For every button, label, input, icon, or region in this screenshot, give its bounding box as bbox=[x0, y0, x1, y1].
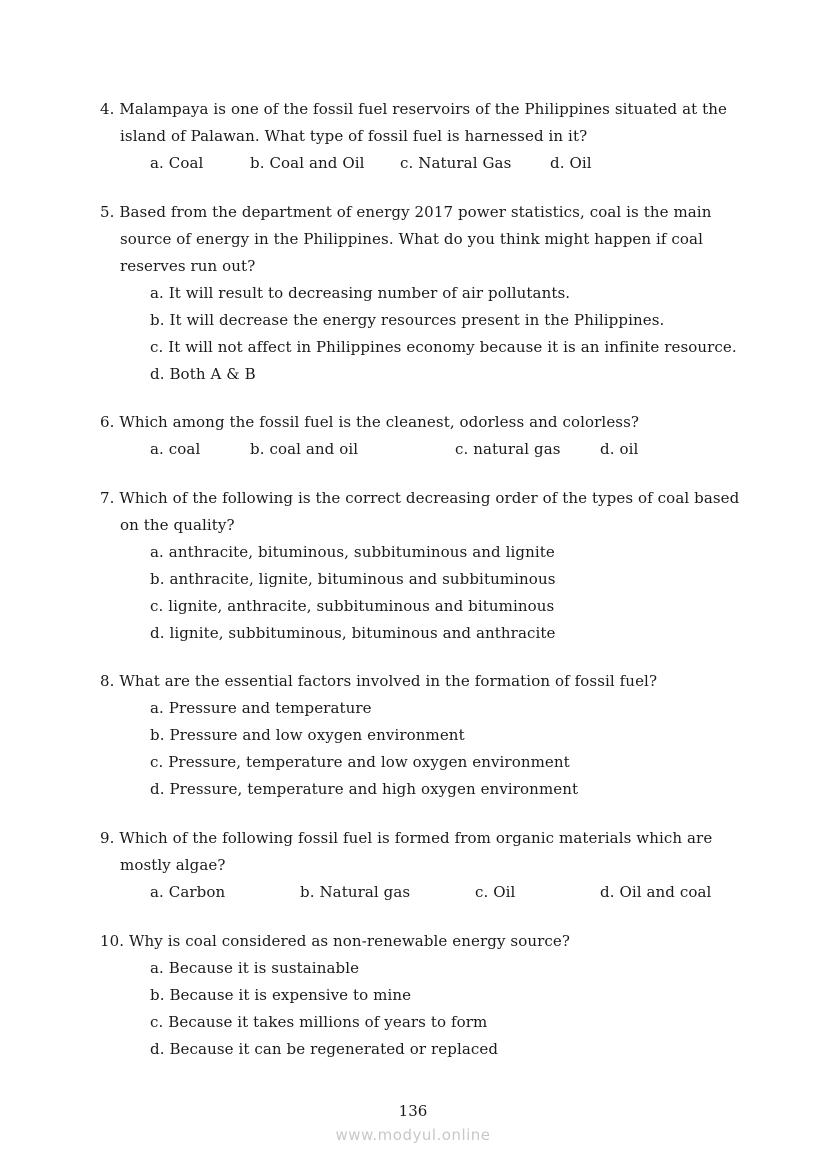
answer-choice: d. Oil and coal bbox=[600, 883, 712, 901]
question-stem-line: 10. Why is coal considered as non-renewable energy source? bbox=[100, 932, 570, 950]
answer-choice: d. oil bbox=[600, 440, 639, 458]
answer-choice: b. It will decrease the energy resources present in the Philippines. bbox=[150, 311, 665, 329]
answer-choice: b. coal and oil bbox=[250, 440, 359, 458]
question-stem-line: 8. What are the essential factors involved in the formation of fossil fuel? bbox=[100, 672, 658, 690]
question-stem-line: island of Palawan. What type of fossil fuel is harnessed in it? bbox=[120, 127, 588, 145]
answer-choice: b. anthracite, lignite, bituminous and subbituminous bbox=[150, 570, 556, 588]
watermark: www.modyul.online bbox=[335, 1126, 491, 1144]
page-number: 136 bbox=[398, 1102, 428, 1120]
question-stem-line: on the quality? bbox=[120, 516, 235, 534]
question-stem-line: mostly algae? bbox=[120, 856, 226, 874]
answer-choice: b. Coal and Oil bbox=[250, 154, 365, 172]
question-stem-line: source of energy in the Philippines. What do you think might happen if coal bbox=[120, 230, 703, 248]
answer-choice: c. Pressure, temperature and low oxygen environment bbox=[150, 753, 570, 771]
answer-choice: c. natural gas bbox=[455, 440, 561, 458]
answer-choice: b. Because it is expensive to mine bbox=[150, 986, 412, 1004]
answer-choice: d. Oil bbox=[550, 154, 592, 172]
answer-choice: a. It will result to decreasing number of air pollutants. bbox=[150, 284, 571, 302]
answer-choice: d. Both A & B bbox=[150, 365, 256, 383]
answer-choice: c. Oil bbox=[475, 883, 516, 901]
answer-choice: a. coal bbox=[150, 440, 201, 458]
question-stem-line: 9. Which of the following fossil fuel is formed from organic materials which are bbox=[100, 829, 713, 847]
answer-choice: c. Natural Gas bbox=[400, 154, 512, 172]
answer-choice: a. Pressure and temperature bbox=[150, 699, 372, 717]
question-stem-line: 6. Which among the fossil fuel is the cleanest, odorless and colorless? bbox=[100, 413, 640, 431]
question-stem-line: 4. Malampaya is one of the fossil fuel reservoirs of the Philippines situated at the bbox=[100, 100, 728, 118]
answer-choice: c. lignite, anthracite, subbituminous and bituminous bbox=[150, 597, 555, 615]
answer-choice: a. Coal bbox=[150, 154, 204, 172]
answer-choice: d. lignite, subbituminous, bituminous and anthracite bbox=[150, 624, 556, 642]
answer-choice: c. Because it takes millions of years to form bbox=[150, 1013, 488, 1031]
answer-choice: b. Natural gas bbox=[300, 883, 411, 901]
question-stem-line: reserves run out? bbox=[120, 257, 256, 275]
answer-choice: b. Pressure and low oxygen environment bbox=[150, 726, 465, 744]
answer-choice: c. It will not affect in Philippines economy because it is an infinite resource. bbox=[150, 338, 737, 356]
answer-choice: a. Because it is sustainable bbox=[150, 959, 360, 977]
answer-choice: a. anthracite, bituminous, subbituminous and lignite bbox=[150, 543, 555, 561]
answer-choice: a. Carbon bbox=[150, 883, 226, 901]
question-stem-line: 7. Which of the following is the correct decreasing order of the types of coal based bbox=[100, 489, 740, 507]
answer-choice: d. Because it can be regenerated or replaced bbox=[150, 1040, 499, 1058]
answer-choice: d. Pressure, temperature and high oxygen environment bbox=[150, 780, 579, 798]
question-stem-line: 5. Based from the department of energy 2017 power statistics, coal is the main bbox=[100, 203, 712, 221]
